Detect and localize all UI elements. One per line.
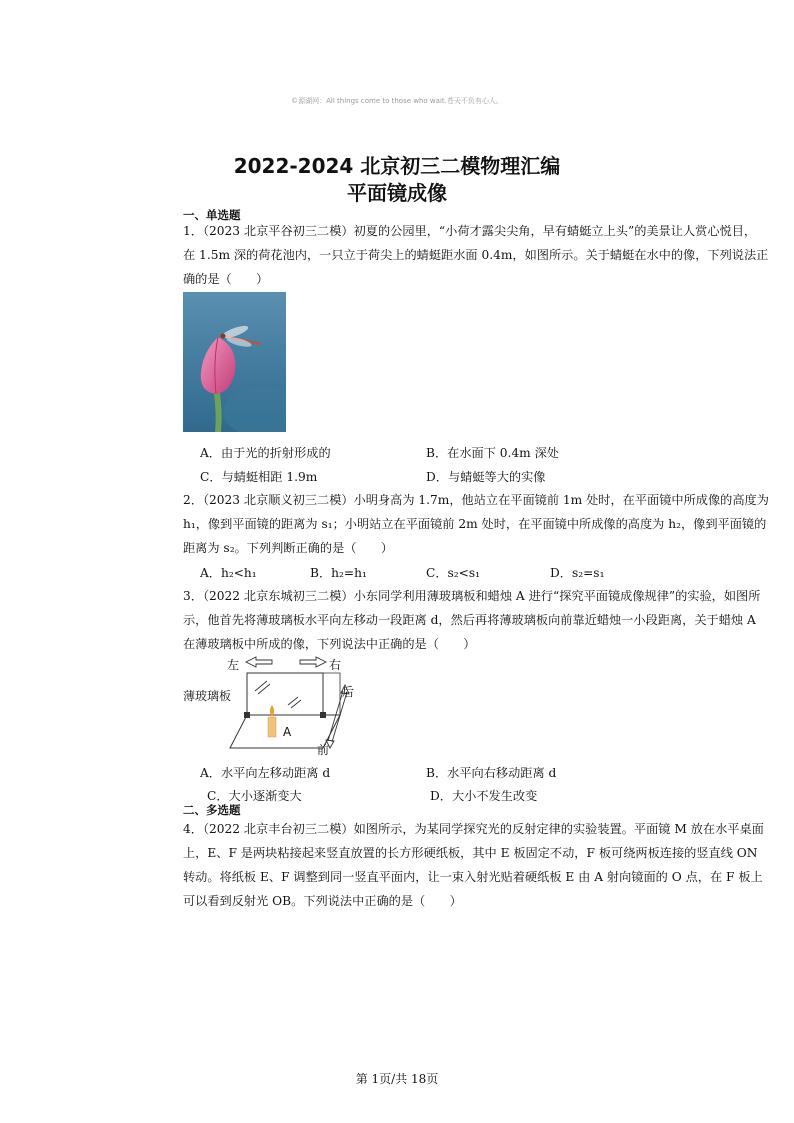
label-back: 后	[342, 685, 355, 699]
q2-option-a[interactable]: A．h₂<h₁	[200, 566, 257, 580]
q4-line-3: 转动。将纸板 E、F 调整到同一竖直平面内，让一束入射光贴着硬纸板 E 由 A 射向镜面的 O 点，在 F 板上	[183, 870, 763, 884]
page-title: 2022-2024 北京初三二模物理汇编	[233, 154, 561, 178]
label-front: 前	[317, 743, 330, 757]
q2-option-c[interactable]: C．s₂<s₁	[426, 566, 481, 580]
q3-option-c[interactable]: C．大小逐渐变大	[207, 789, 302, 803]
q1-line-2: 在 1.5m 深的荷花池内，一只立于荷尖上的蜻蜓距水面 0.4m，如图所示。关于蜻蜓在水中的像，下列说法正	[183, 248, 769, 262]
label-left: 左	[227, 658, 240, 672]
q3-option-d[interactable]: D．大小不发生改变	[430, 789, 538, 803]
watermark: ©源湖网：All things come to those who wait.苍天不负有心人。	[291, 97, 503, 105]
q4-line-4: 可以看到反射光 OB。下列说法中正确的是（ ）	[183, 894, 462, 908]
q2-option-b[interactable]: B．h₂=h₁	[310, 566, 367, 580]
label-candle-a: A	[283, 725, 292, 739]
q3-line-1: 3．（2022 北京东城初三二模）小东同学利用薄玻璃板和蜡烛 A 进行“探究平面镜成像规律”的实验，如图所	[183, 589, 761, 603]
glass-plate-diagram	[180, 653, 380, 758]
section-single-choice: 一、单选题	[183, 208, 241, 222]
q1-option-d[interactable]: D．与蜻蜓等大的实像	[426, 470, 546, 484]
q3-option-a[interactable]: A．水平向左移动距离 d	[200, 766, 331, 780]
q2-option-d[interactable]: D．s₂=s₁	[550, 566, 605, 580]
label-right: 右	[329, 658, 342, 672]
q1-line-3: 确的是（ ）	[183, 272, 269, 286]
label-glass-plate: 薄玻璃板	[183, 689, 232, 703]
q1-option-a[interactable]: A．由于光的折射形成的	[200, 446, 331, 460]
dragonfly-lotus-photo	[183, 292, 286, 432]
q2-line-1: 2．（2023 北京顺义初三二模）小明身高为 1.7m，他站立在平面镜前 1m 处时，在平面镜中所成像的高度为	[183, 493, 769, 507]
q3-line-2: 示，他首先将薄玻璃板水平向左移动一段距离 d，然后再将薄玻璃板向前靠近蜡烛一小段距离，关于蜡烛 A	[183, 613, 756, 627]
q4-line-2: 上，E、F 是两块粘接起来竖直放置的长方形硬纸板，其中 E 板固定不动，F 板可绕两板连接的竖直线 ON	[183, 846, 758, 860]
q3-option-b[interactable]: B．水平向右移动距离 d	[426, 766, 557, 780]
q1-option-c[interactable]: C．与蜻蜓相距 1.9m	[200, 470, 318, 484]
q3-line-3: 在薄玻璃板中所成的像，下列说法中正确的是（ ）	[183, 637, 476, 651]
q2-line-3: 距离为 s₂。下列判断正确的是（ ）	[183, 541, 394, 555]
q2-line-2: h₁，像到平面镜的距离为 s₁；小明站立在平面镜前 2m 处时，在平面镜中所成像的高度为 h₂，像到平面镜的	[183, 517, 767, 531]
page-footer: 第 1页/共 18页	[355, 1072, 439, 1086]
page-subtitle: 平面镜成像	[347, 181, 447, 205]
q1-line-1: 1．（2023 北京平谷初三二模）初夏的公园里，“小荷才露尖尖角，早有蜻蜓立上头”的美景让人赏心悦目，	[183, 224, 757, 238]
q4-line-1: 4．（2022 北京丰台初三二模）如图所示，为某同学探究光的反射定律的实验装置。平面镜 M 放在水平桌面	[183, 822, 764, 836]
section-multi-choice: 二、多选题	[183, 803, 241, 817]
q1-option-b[interactable]: B．在水面下 0.4m 深处	[426, 446, 559, 460]
